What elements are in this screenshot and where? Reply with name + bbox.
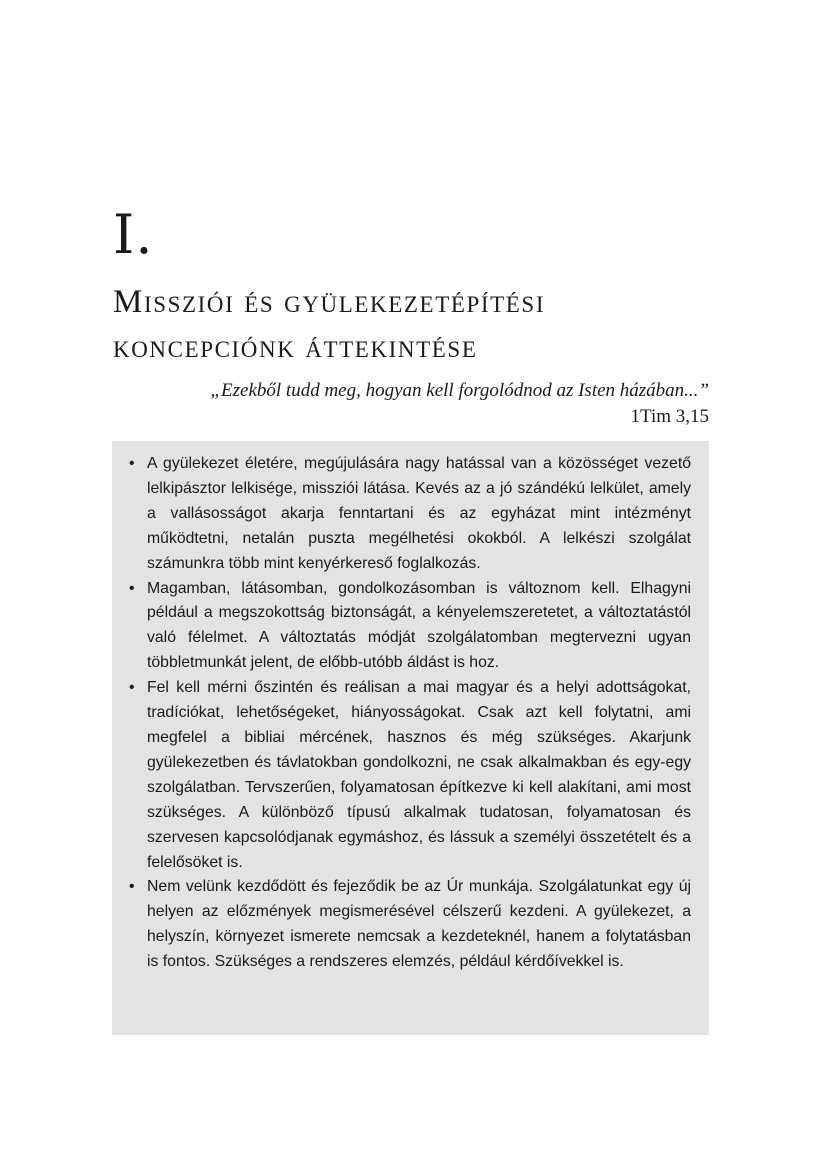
chapter-title-line-2: koncepciónk áttekintése xyxy=(113,329,478,365)
summary-item: • Fel kell mérni őszintén és reálisan a mai magyar és a helyi adottságokat, tradíciókat, lehetőségeket, hiányosságokat. Csak azt kell folytatni, ami megfelel a bibliai mércének, hasznos és még szükséges. Akarjunk gyülekezetben és távlatokban gondolkozni, ne csak alkalmakban és egy-egy szolgálatban. Tervszerűen, folyamatosan építkezve ki kell alakítani, ami most szükséges. A különböző típusú alkalmak tudatosan, folyamatosan és szervesen kapcsolódjanak egymáshoz, és lássuk a személyi összetételt és a felelősöket is. xyxy=(128,676,691,875)
summary-list xyxy=(128,452,691,975)
epigraph xyxy=(113,378,709,430)
summary-item: • Nem velünk kezdődött és fejeződik be az Úr munkája. Szolgálatunkat egy új helyen az előzmények megismerésével célszerű kezdeni. A gyülekezet, a helyszín, környezet ismerete nemcsak a kezdeteknél, hanem a folytatásban is fontos. Szükséges a rendszeres elemzés, például kérdőívekkel is. xyxy=(128,875,691,975)
chapter-number: I. xyxy=(113,203,154,266)
chapter-title-line-1: Missziói és gyülekezetépítési xyxy=(113,284,546,320)
chapter-title xyxy=(113,280,733,370)
epigraph-quote: „Ezekből tudd meg, hogyan kell forgolódnod az Isten házában...” xyxy=(210,380,709,401)
summary-box xyxy=(112,441,709,1035)
summary-item: • A gyülekezet életére, megújulására nagy hatással van a közösséget vezető lelkipásztor lelkisége, missziói látása. Kevés az a jó szándékú lelkület, amely a vallásosságot akarja fenntartani és az egyházat mint intézményt működtetni, netalán puszta megélhetési okokból. A lelkészi szolgálat számunkra több mint kenyérkereső foglalkozás. xyxy=(128,452,691,577)
epigraph-source: 1Tim 3,15 xyxy=(630,406,709,427)
summary-item: • Magamban, látásomban, gondolkozásomban is változnom kell. Elhagyni például a megszokottság biztonságát, a kényelemszeretetet, a változtatástól való félelmet. A változtatás módját szolgálatomban megtervezni ugyan többletmunkát jelent, de előbb-utóbb áldást is hoz. xyxy=(128,577,691,677)
